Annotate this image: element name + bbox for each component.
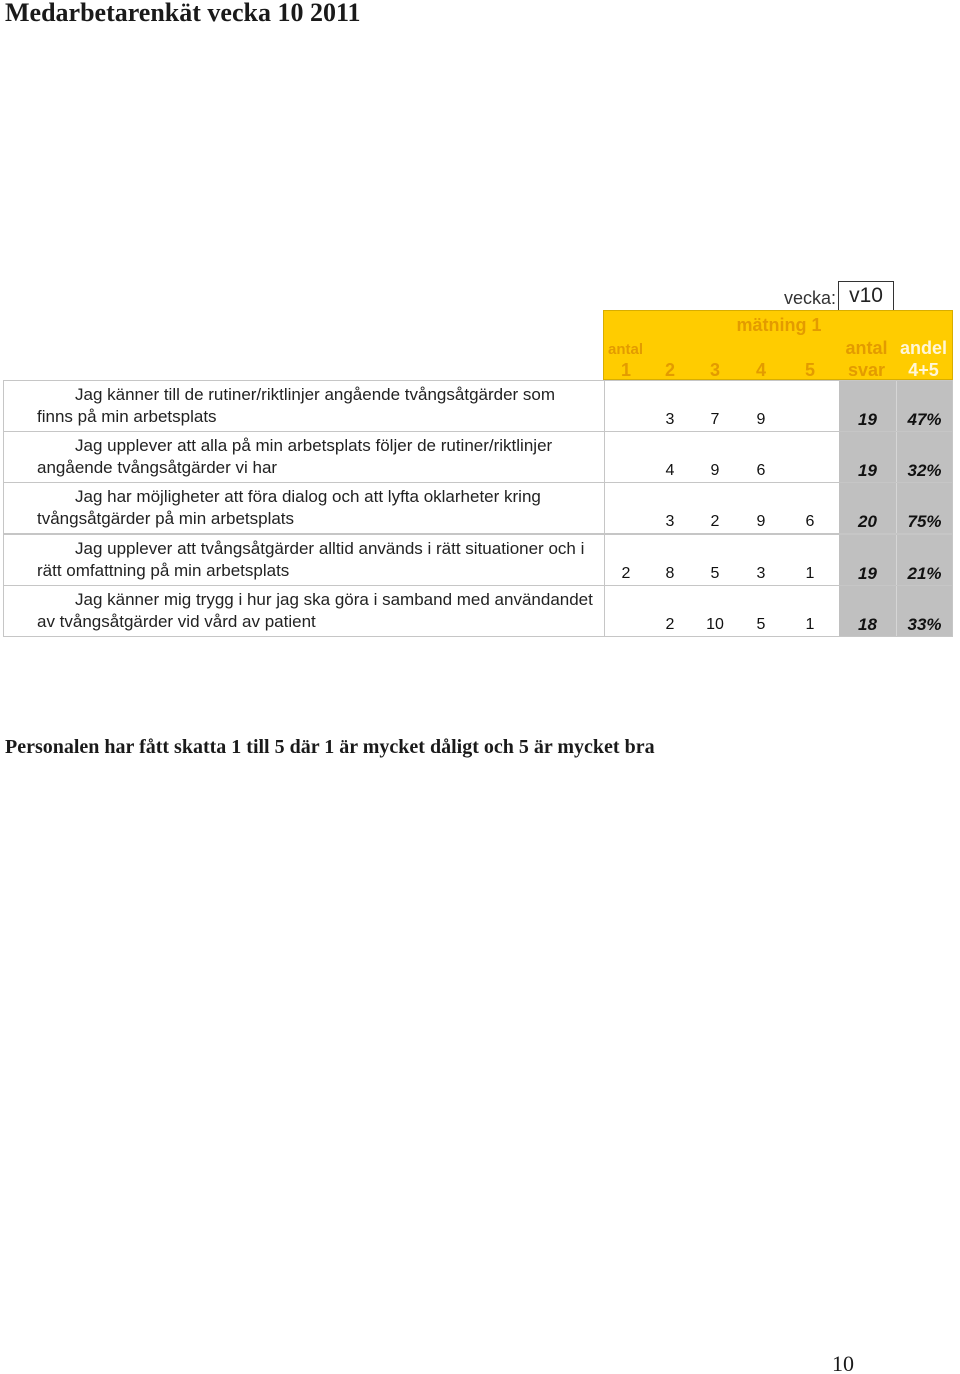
- share-4-5-value: 75%: [907, 512, 942, 532]
- scale-label-5: 5: [804, 360, 815, 380]
- share-4-5-value: 32%: [907, 461, 942, 481]
- count-cell-4: 3: [756, 564, 766, 582]
- count-cell-3: 2: [710, 513, 720, 531]
- share-4-5-value: 47%: [907, 410, 942, 429]
- footer-note: Personalen har fått skatta 1 till 5 där 1 är mycket dåligt och 5 är mycket bra: [5, 736, 655, 758]
- question-text-line2: angående tvångsåtgärder vi har: [37, 458, 278, 478]
- count-cell-5: 1: [805, 615, 815, 633]
- count-cell-5: 6: [805, 513, 815, 531]
- total-responses-value: 19: [858, 410, 877, 429]
- total-responses-cell: [839, 535, 896, 585]
- measurement-label: mätning 1: [736, 315, 822, 335]
- total-responses-cell: [839, 586, 896, 636]
- count-cell-3: 7: [710, 411, 720, 428]
- question-text-line2: rätt omfattning på min arbetsplats: [37, 560, 290, 580]
- count-cell-4: 9: [756, 513, 766, 531]
- total-responses-value: 18: [858, 614, 877, 634]
- count-cell-2: 3: [665, 513, 675, 531]
- share-4-5-cell: [896, 586, 952, 636]
- share-4-5-value: 33%: [907, 614, 942, 634]
- total-responses-value: 20: [858, 512, 877, 532]
- count-cell-1: 2: [621, 564, 631, 582]
- total-responses-value: 19: [858, 563, 877, 583]
- table-row: [3, 585, 953, 637]
- share-4-5-cell: [896, 535, 952, 585]
- question-text-line1: Jag har möjligheter att föra dialog och att lyfta oklarheter kring: [75, 487, 541, 507]
- total-responses-cell: [839, 381, 896, 431]
- total-header-line2: svar: [847, 360, 886, 380]
- share-header-line1: andel: [899, 338, 947, 358]
- count-cell-2: 4: [665, 462, 675, 480]
- count-cell-3: 9: [710, 462, 720, 480]
- scale-label-3: 3: [709, 360, 720, 380]
- count-cell-2: 2: [665, 615, 675, 633]
- table-row: [3, 431, 953, 483]
- count-cell-2: 8: [665, 564, 675, 582]
- table-body: [3, 380, 953, 637]
- share-4-5-cell: [896, 381, 952, 431]
- week-label: vecka:: [783, 288, 836, 308]
- total-responses-cell: [839, 483, 896, 533]
- share-4-5-cell: [896, 483, 952, 533]
- count-cell-4: 6: [756, 462, 766, 480]
- question-text-line1: Jag upplever att tvångsåtgärder alltid används i rätt situationer och i: [75, 538, 585, 558]
- scale-label-2: 2: [664, 360, 675, 380]
- table-header: [603, 310, 953, 380]
- table-row: [3, 380, 953, 432]
- page-number: 10: [832, 1351, 854, 1374]
- share-4-5-cell: [896, 432, 952, 482]
- scale-label-4: 4: [755, 360, 766, 380]
- count-cell-4: 9: [756, 411, 766, 428]
- table-row: [3, 534, 953, 586]
- share-4-5-value: 21%: [907, 563, 942, 583]
- page-title: Medarbetarenkät vecka 10 2011: [5, 0, 361, 27]
- share-header-line2: 4+5: [908, 360, 939, 380]
- count-label: antal: [608, 341, 644, 358]
- question-text-line1: Jag upplever att alla på min arbetsplats följer de rutiner/riktlinjer: [75, 436, 553, 456]
- question-text-line1: Jag känner till de rutiner/riktlinjer angående tvångsåtgärder som: [75, 385, 556, 404]
- count-cell-3: 5: [710, 564, 720, 582]
- week-value-cell: v10: [838, 281, 894, 311]
- question-text-line2: av tvångsåtgärder vid vård av patient: [37, 611, 316, 631]
- question-text-line2: tvångsåtgärder på min arbetsplats: [37, 509, 295, 529]
- question-text-line2: finns på min arbetsplats: [37, 407, 217, 426]
- total-header-line1: antal: [845, 338, 888, 358]
- total-responses-cell: [839, 432, 896, 482]
- question-text-line1: Jag känner mig trygg i hur jag ska göra i samband med användandet: [75, 589, 593, 609]
- table-row: [3, 482, 953, 534]
- total-responses-value: 19: [858, 461, 877, 481]
- count-cell-3: 10: [706, 615, 724, 633]
- scale-label-1: 1: [620, 360, 631, 380]
- count-cell-2: 3: [665, 411, 675, 428]
- count-cell-4: 5: [756, 615, 766, 633]
- count-cell-5: 1: [805, 564, 815, 582]
